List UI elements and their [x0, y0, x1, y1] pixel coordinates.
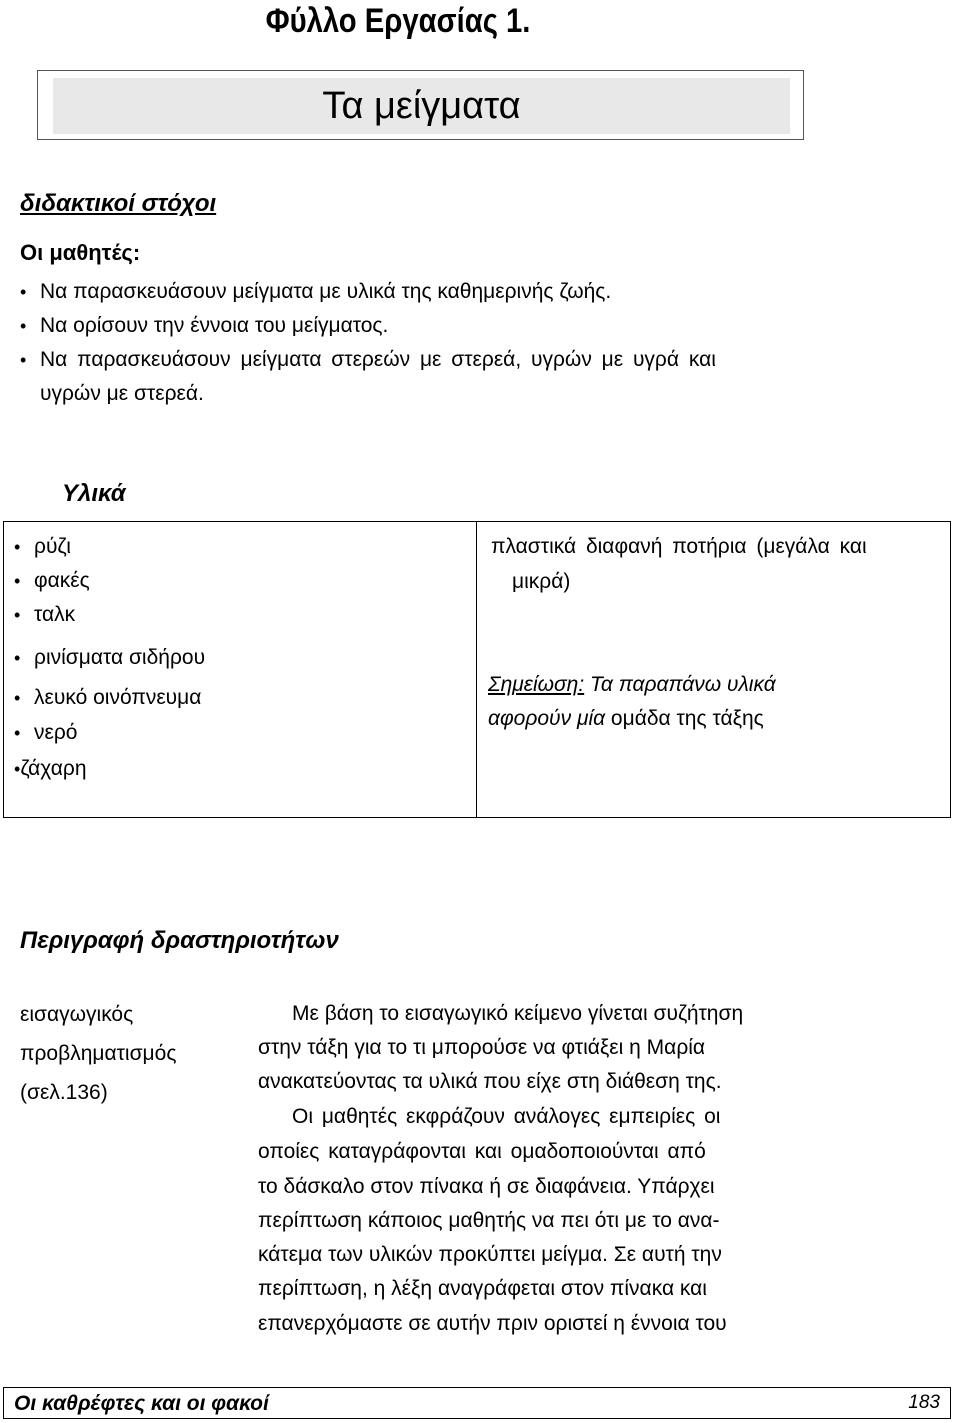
objective-item: • Να παρασκευάσουν μείγματα στερεών με στερεά, υγρών με υγρά και — [20, 348, 716, 371]
materials-note-cont: αφορούν μία ομάδα της τάξης — [488, 707, 764, 730]
materials-cups: πλαστικά διαφανή ποτήρια (μεγάλα και — [491, 535, 867, 558]
paragraph-line: Με βάση το εισαγωγικό κείμενο γίνεται συζήτηση — [292, 1002, 744, 1025]
page-heading: Φύλλο Εργασίας 1. — [265, 2, 531, 40]
footer-chapter: Οι καθρέφτες και οι φακοί — [14, 1392, 269, 1415]
materials-divider — [476, 521, 477, 818]
paragraph-line: περίπτωση, η λέξη αναγράφεται στον πίνακα και — [258, 1277, 707, 1300]
activity-label: εισαγωγικός — [20, 1003, 134, 1026]
paragraph-line: οποίες καταγράφονται και ομαδοποιούνται από — [258, 1140, 706, 1163]
materials-cups-cont: μικρά) — [512, 570, 571, 593]
material-item: • φακές — [14, 569, 90, 592]
paragraph-line: επανερχόμαστε σε αυτήν πριν οριστεί η έννοια του — [258, 1312, 727, 1335]
material-item: • νερό — [14, 721, 78, 744]
page-footer — [3, 1387, 951, 1419]
paragraph-line: Οι μαθητές εκφράζουν ανάλογες εμπειρίες οι — [292, 1105, 721, 1128]
page-number: 183 — [908, 1392, 940, 1413]
activity-label: (σελ.136) — [20, 1081, 108, 1104]
activities-heading: Περιγραφή δραστηριοτήτων — [20, 927, 339, 954]
material-item: • ρινίσματα σιδήρου — [14, 646, 206, 669]
materials-note: Σημείωση: Τα παραπάνω υλικά — [488, 673, 776, 696]
material-item: • ταλκ — [14, 603, 76, 626]
objectives-heading: διδακτικοί στόχοι — [20, 190, 217, 217]
material-item: • λευκό οινόπνευμα — [14, 686, 202, 709]
objective-item: • Να παρασκευάσουν μείγματα με υλικά της καθημερινής ζωής. — [20, 280, 612, 303]
material-item: • ρύζι — [14, 535, 71, 558]
title-box — [37, 70, 804, 140]
paragraph-line: περίπτωση κάποιος μαθητής να πει ότι με το ανα- — [258, 1209, 720, 1232]
objective-item: • Να ορίσουν την έννοια του μείγματος. — [20, 314, 389, 337]
activity-label: προβληματισμός — [20, 1042, 177, 1065]
paragraph-line: κάτεμα των υλικών προκύπτει μείγμα. Σε αυτή την — [258, 1243, 722, 1266]
paragraph-line: ανακατεύοντας τα υλικά που είχε στη διάθεση της. — [258, 1070, 722, 1093]
paragraph-line: στην τάξη για το τι μπορούσε να φτιάξει η Μαρία — [258, 1036, 706, 1059]
title-text: Τα μείγματα — [53, 78, 790, 134]
objective-item-continuation: υγρών με στερεά. — [40, 382, 204, 405]
material-item: •ζάχαρη — [14, 757, 87, 780]
objectives-intro: Οι μαθητές: — [20, 240, 141, 265]
paragraph-line: το δάσκαλο στον πίνακα ή σε διαφάνεια. Υπάρχει — [258, 1175, 715, 1198]
materials-heading: Υλικά — [62, 480, 126, 507]
